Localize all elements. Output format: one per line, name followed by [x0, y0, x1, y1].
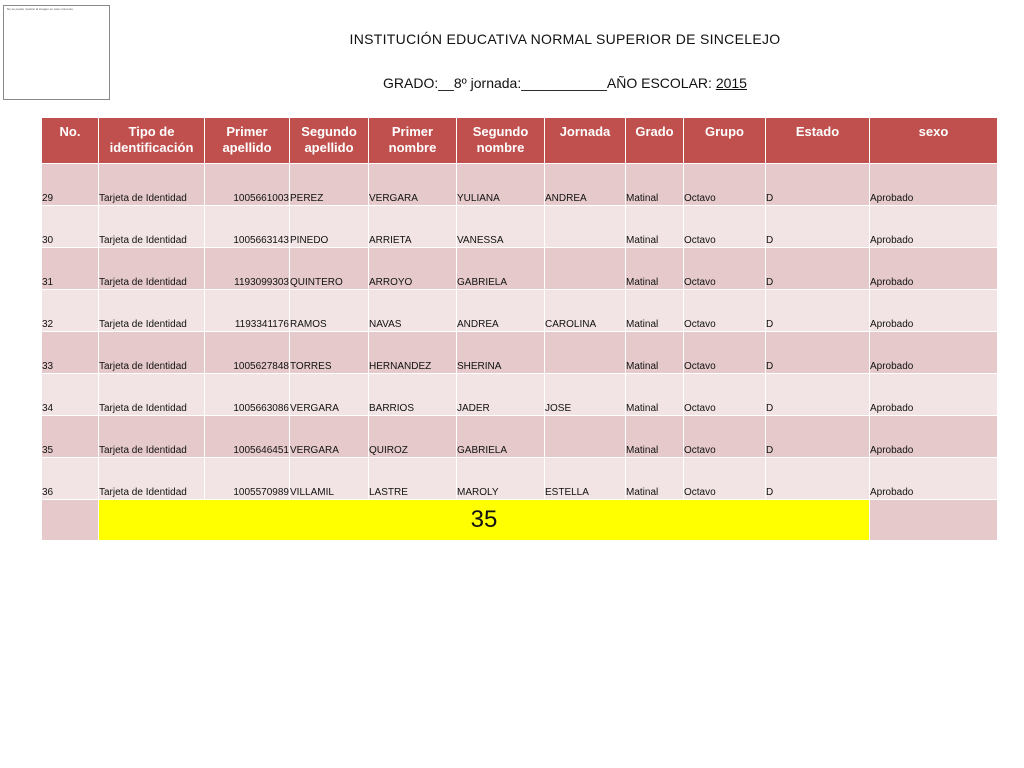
- cell-tipo: Tarjeta de Identidad: [99, 374, 205, 416]
- col-header-grado: Grado: [626, 118, 684, 164]
- anio-value: 2015: [715, 75, 747, 91]
- cell-segundo-apellido: HERNANDEZ: [369, 332, 457, 374]
- col-header-primer-nombre: Primer nombre: [369, 118, 457, 164]
- cell-segundo-nombre: [545, 416, 626, 458]
- cell-id: 1005627848: [205, 332, 290, 374]
- cell-segundo-nombre: ESTELLA: [545, 458, 626, 500]
- cell-primer-apellido: VERGARA: [290, 374, 369, 416]
- cell-id: 1005570989: [205, 458, 290, 500]
- cell-primer-apellido: TORRES: [290, 332, 369, 374]
- cell-jornada: Matinal: [626, 332, 684, 374]
- table-row: [42, 458, 998, 500]
- jornada-value: ___________: [521, 75, 607, 91]
- col-header-segundo-apellido: Segundo apellido: [290, 118, 369, 164]
- cell-jornada: Matinal: [626, 248, 684, 290]
- institution-title: INSTITUCIÓN EDUCATIVA NORMAL SUPERIOR DE SINCELEJO: [349, 31, 781, 47]
- cell-primer-apellido: QUINTERO: [290, 248, 369, 290]
- cell-segundo-apellido: NAVAS: [369, 290, 457, 332]
- jornada-label: jornada:: [466, 75, 522, 91]
- cell-segundo-apellido: LASTRE: [369, 458, 457, 500]
- cell-jornada: Matinal: [626, 290, 684, 332]
- cell-segundo-nombre: JOSE: [545, 374, 626, 416]
- student-table: [41, 117, 998, 541]
- cell-segundo-nombre: CAROLINA: [545, 290, 626, 332]
- cell-primer-apellido: RAMOS: [290, 290, 369, 332]
- cell-grado: Octavo: [684, 206, 766, 248]
- cell-tipo: Tarjeta de Identidad: [99, 290, 205, 332]
- cell-jornada: Matinal: [626, 164, 684, 206]
- cell-id: 1005646451: [205, 416, 290, 458]
- cell-segundo-apellido: BARRIOS: [369, 374, 457, 416]
- col-header-no: No.: [42, 118, 99, 164]
- total-empty-cell: [42, 500, 99, 541]
- cell-primer-nombre: YULIANA: [457, 164, 545, 206]
- col-header-tipo: Tipo de identificación: [99, 118, 205, 164]
- cell-grupo: D: [766, 458, 870, 500]
- cell-id: 1005663143: [205, 206, 290, 248]
- table-row: [42, 290, 998, 332]
- table-row: [42, 374, 998, 416]
- cell-primer-apellido: PINEDO: [290, 206, 369, 248]
- col-header-primer-apellido: Primer apellido: [205, 118, 290, 164]
- cell-segundo-nombre: ANDREA: [545, 164, 626, 206]
- cell-jornada: Matinal: [626, 206, 684, 248]
- cell-grupo: D: [766, 206, 870, 248]
- table-row: [42, 248, 998, 290]
- cell-estado: Aprobado: [870, 248, 998, 290]
- cell-segundo-nombre: [545, 248, 626, 290]
- col-header-sexo: sexo: [870, 118, 998, 164]
- cell-estado: Aprobado: [870, 290, 998, 332]
- course-info-line: [0, 75, 1024, 91]
- cell-id: 1193341176: [205, 290, 290, 332]
- cell-tipo: Tarjeta de Identidad: [99, 332, 205, 374]
- cell-estado: Aprobado: [870, 374, 998, 416]
- cell-primer-apellido: PEREZ: [290, 164, 369, 206]
- total-count: 35: [99, 500, 870, 541]
- cell-tipo: Tarjeta de Identidad: [99, 416, 205, 458]
- table-row: [42, 416, 998, 458]
- cell-no: 33: [42, 332, 99, 374]
- cell-grado: Octavo: [684, 248, 766, 290]
- col-header-estado: Estado: [766, 118, 870, 164]
- cell-estado: Aprobado: [870, 332, 998, 374]
- cell-no: 34: [42, 374, 99, 416]
- cell-jornada: Matinal: [626, 374, 684, 416]
- cell-jornada: Matinal: [626, 458, 684, 500]
- col-header-grupo: Grupo: [684, 118, 766, 164]
- cell-tipo: Tarjeta de Identidad: [99, 206, 205, 248]
- cell-estado: Aprobado: [870, 164, 998, 206]
- cell-segundo-apellido: ARRIETA: [369, 206, 457, 248]
- cell-primer-nombre: GABRIELA: [457, 416, 545, 458]
- total-empty-cell: [870, 500, 998, 541]
- cell-primer-nombre: ANDREA: [457, 290, 545, 332]
- anio-label: AÑO ESCOLAR:: [606, 75, 716, 91]
- cell-grupo: D: [766, 290, 870, 332]
- cell-grado: Octavo: [684, 374, 766, 416]
- cell-segundo-apellido: QUIROZ: [369, 416, 457, 458]
- table-row: [42, 206, 998, 248]
- cell-primer-nombre: SHERINA: [457, 332, 545, 374]
- cell-no: 32: [42, 290, 99, 332]
- cell-segundo-nombre: [545, 332, 626, 374]
- cell-no: 36: [42, 458, 99, 500]
- cell-segundo-apellido: ARROYO: [369, 248, 457, 290]
- cell-segundo-nombre: [545, 206, 626, 248]
- cell-grado: Octavo: [684, 458, 766, 500]
- cell-grupo: D: [766, 332, 870, 374]
- cell-segundo-apellido: VERGARA: [369, 164, 457, 206]
- cell-id: 1193099303: [205, 248, 290, 290]
- cell-grado: Octavo: [684, 164, 766, 206]
- cell-primer-nombre: MAROLY: [457, 458, 545, 500]
- cell-grupo: D: [766, 416, 870, 458]
- cell-tipo: Tarjeta de Identidad: [99, 458, 205, 500]
- cell-primer-apellido: VILLAMIL: [290, 458, 369, 500]
- cell-no: 30: [42, 206, 99, 248]
- col-header-segundo-nombre: Segundo nombre: [457, 118, 545, 164]
- cell-grupo: D: [766, 248, 870, 290]
- table-row: [42, 332, 998, 374]
- cell-no: 35: [42, 416, 99, 458]
- cell-primer-nombre: JADER: [457, 374, 545, 416]
- cell-grupo: D: [766, 374, 870, 416]
- logo-missing-note: No se puede mostrar la imagen en este momento.: [7, 8, 74, 11]
- cell-primer-nombre: VANESSA: [457, 206, 545, 248]
- grado-label: GRADO:: [383, 75, 439, 91]
- col-header-jornada: Jornada: [545, 118, 626, 164]
- cell-no: 29: [42, 164, 99, 206]
- cell-jornada: Matinal: [626, 416, 684, 458]
- cell-id: 1005661003: [205, 164, 290, 206]
- cell-tipo: Tarjeta de Identidad: [99, 248, 205, 290]
- cell-no: 31: [42, 248, 99, 290]
- cell-grado: Octavo: [684, 290, 766, 332]
- cell-estado: Aprobado: [870, 416, 998, 458]
- cell-tipo: Tarjeta de Identidad: [99, 164, 205, 206]
- table-header-row: [42, 118, 998, 164]
- cell-primer-apellido: VERGARA: [290, 416, 369, 458]
- cell-id: 1005663086: [205, 374, 290, 416]
- cell-estado: Aprobado: [870, 458, 998, 500]
- grado-value: __8º: [438, 75, 467, 91]
- cell-grado: Octavo: [684, 332, 766, 374]
- cell-grupo: D: [766, 164, 870, 206]
- total-row: [42, 500, 998, 541]
- cell-estado: Aprobado: [870, 206, 998, 248]
- cell-primer-nombre: GABRIELA: [457, 248, 545, 290]
- cell-grado: Octavo: [684, 416, 766, 458]
- table-row: [42, 164, 998, 206]
